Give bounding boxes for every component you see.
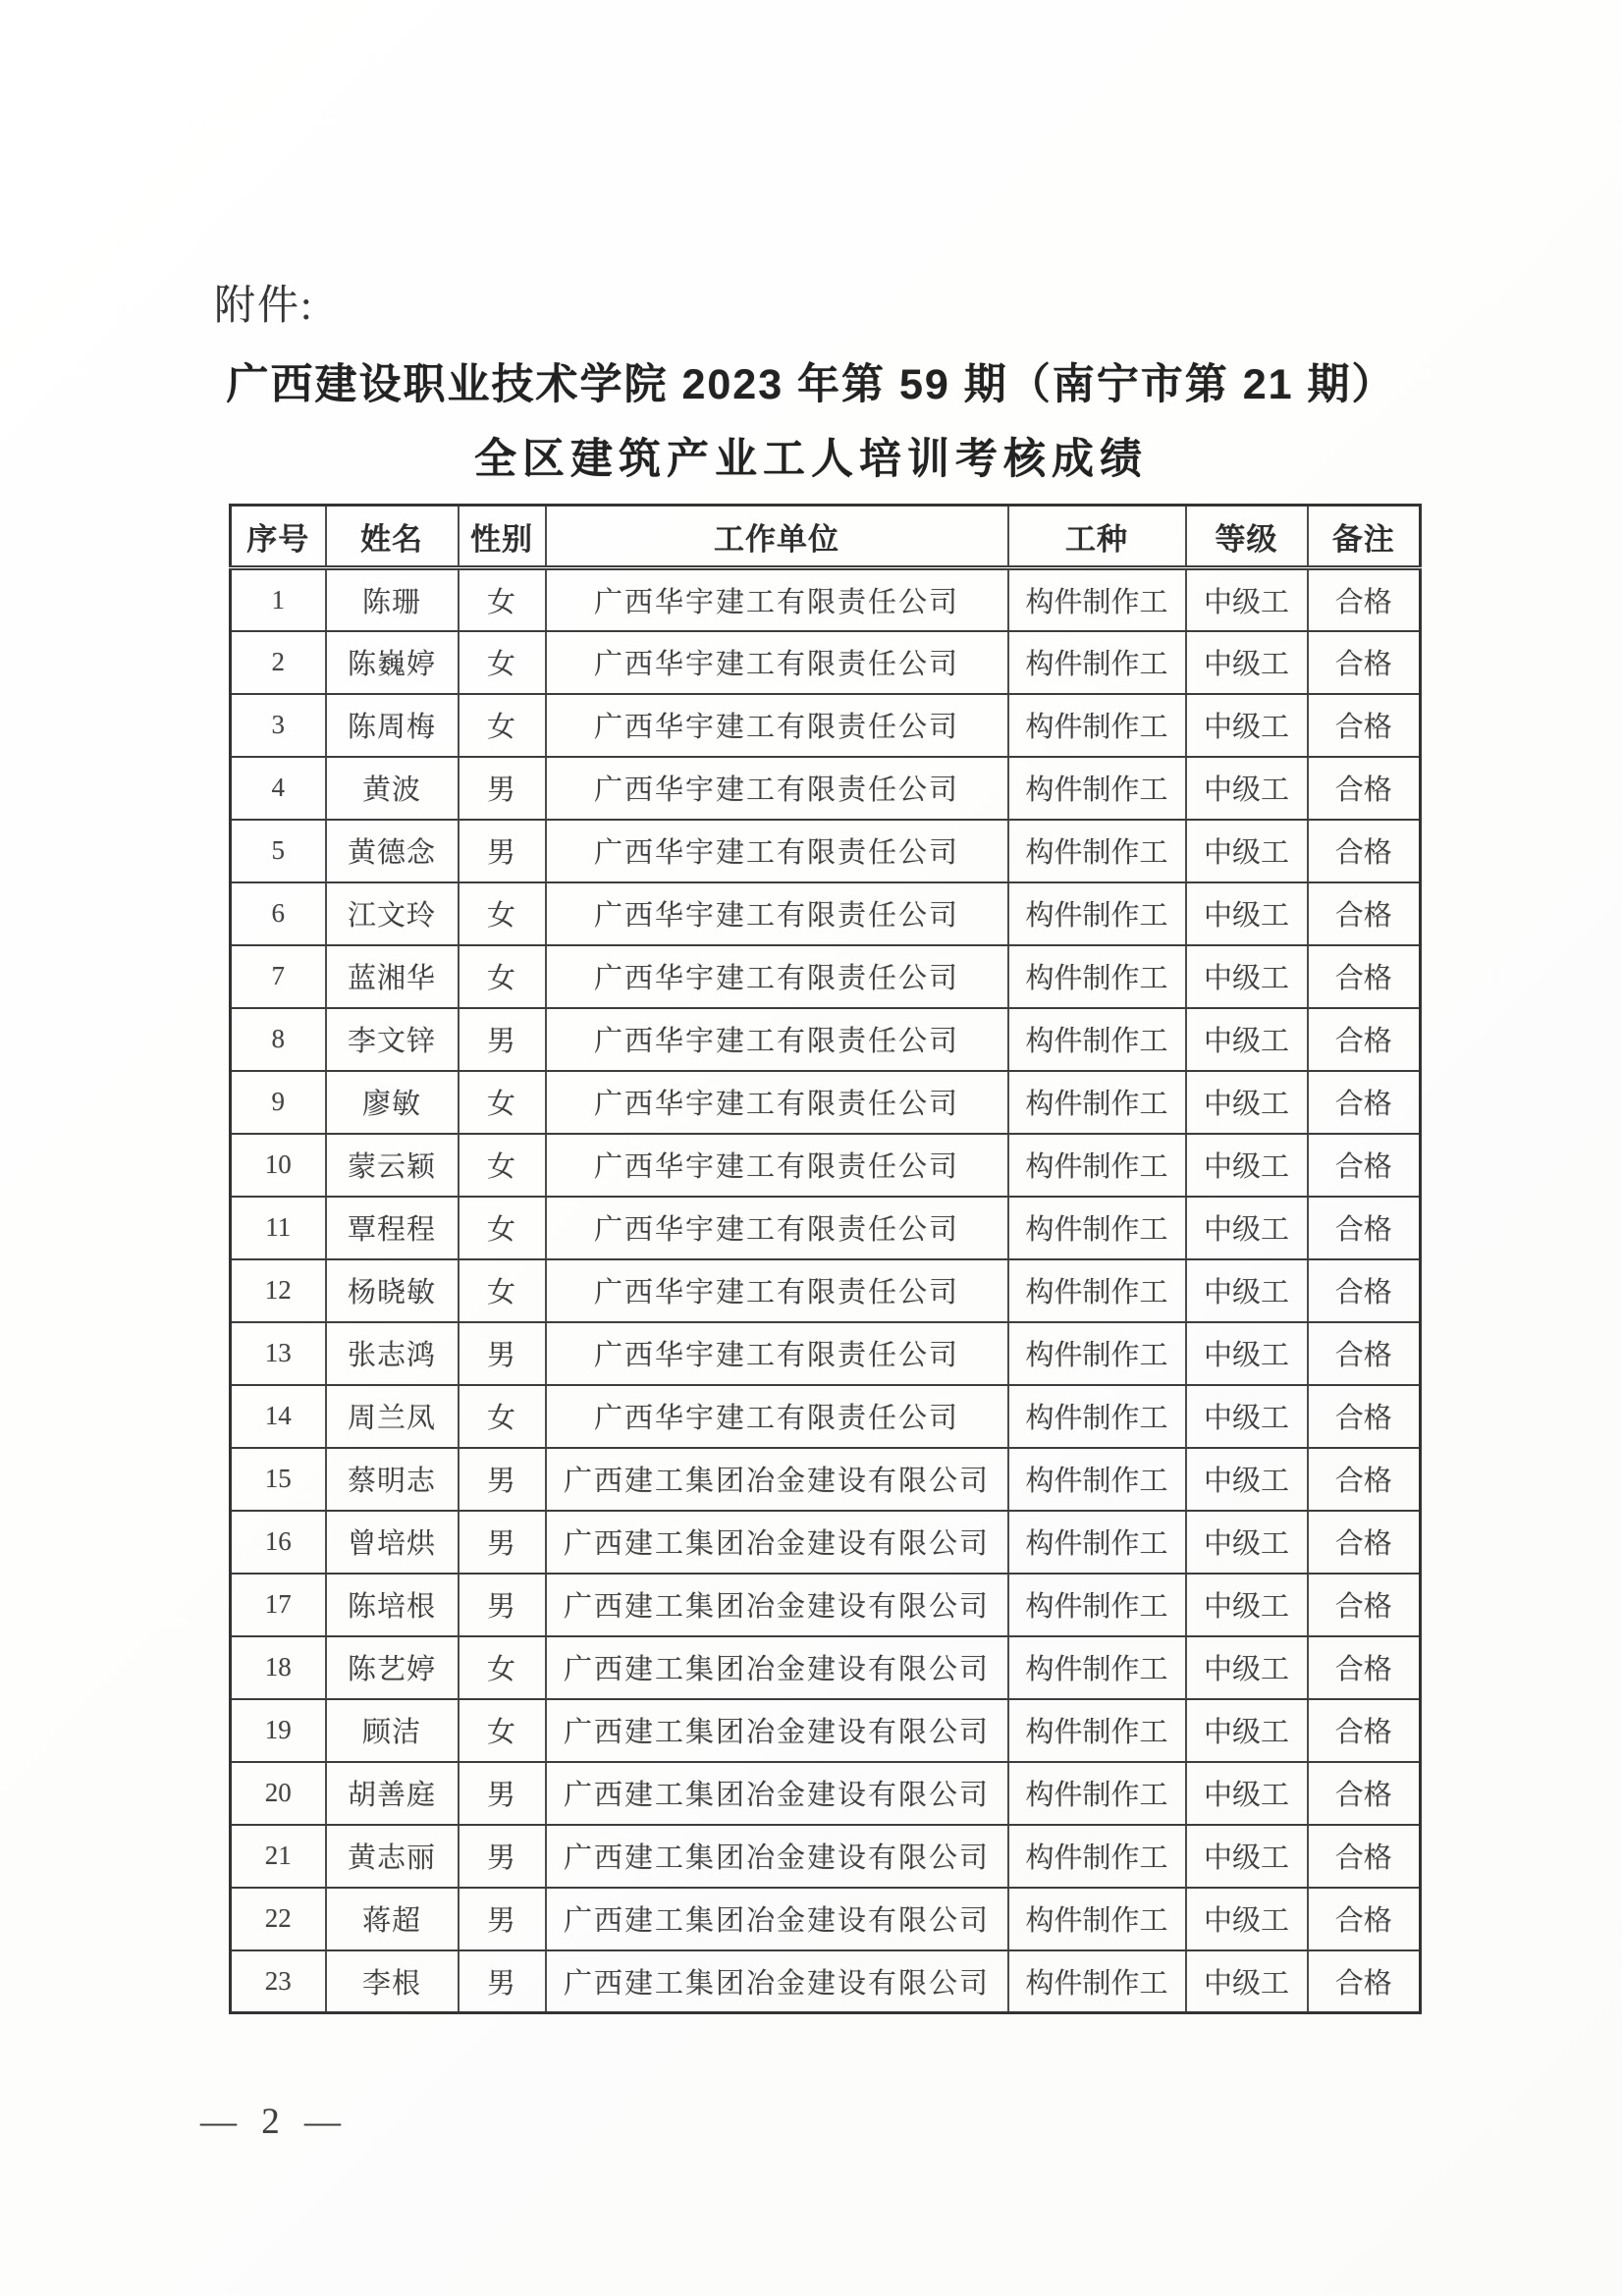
table-row [231,1574,1421,1636]
cell-gender: 男 [459,1448,546,1511]
cell-level: 中级工 [1186,1134,1308,1197]
cell-trade: 构件制作工 [1008,1197,1186,1259]
cell-no: 21 [231,1825,326,1888]
cell-gender: 男 [459,1825,546,1888]
cell-gender: 女 [459,1197,546,1259]
cell-name: 周兰凤 [326,1385,459,1448]
cell-name: 李根 [326,1950,459,2013]
cell-company: 广西华宇建工有限责任公司 [546,882,1008,945]
cell-level: 中级工 [1186,1511,1308,1574]
cell-remark: 合格 [1308,568,1421,631]
table-row [231,882,1421,945]
header-no: 序号 [231,506,326,568]
cell-remark: 合格 [1308,1071,1421,1134]
cell-trade: 构件制作工 [1008,1950,1186,2013]
cell-trade: 构件制作工 [1008,1762,1186,1825]
cell-remark: 合格 [1308,1950,1421,2013]
cell-gender: 男 [459,820,546,882]
cell-gender: 男 [459,1322,546,1385]
cell-level: 中级工 [1186,1888,1308,1950]
cell-name: 覃程程 [326,1197,459,1259]
cell-no: 12 [231,1259,326,1322]
cell-remark: 合格 [1308,1825,1421,1888]
cell-level: 中级工 [1186,1636,1308,1699]
table-row [231,757,1421,820]
cell-name: 蓝湘华 [326,945,459,1008]
cell-gender: 男 [459,1950,546,2013]
cell-company: 广西建工集团冶金建设有限公司 [546,1699,1008,1762]
cell-trade: 构件制作工 [1008,631,1186,694]
cell-no: 8 [231,1008,326,1071]
cell-level: 中级工 [1186,945,1308,1008]
cell-name: 陈周梅 [326,694,459,757]
attachment-label: 附件: [214,284,314,329]
cell-trade: 构件制作工 [1008,1134,1186,1197]
cell-level: 中级工 [1186,757,1308,820]
cell-trade: 构件制作工 [1008,568,1186,631]
cell-company: 广西华宇建工有限责任公司 [546,1008,1008,1071]
cell-name: 蔡明志 [326,1448,459,1511]
page-number: — 2 — [200,2102,349,2142]
cell-remark: 合格 [1308,1636,1421,1699]
cell-gender: 男 [459,1762,546,1825]
cell-gender: 女 [459,1699,546,1762]
cell-trade: 构件制作工 [1008,1511,1186,1574]
header-row [231,506,1421,568]
cell-company: 广西建工集团冶金建设有限公司 [546,1448,1008,1511]
cell-level: 中级工 [1186,1448,1308,1511]
cell-trade: 构件制作工 [1008,1825,1186,1888]
cell-name: 杨晓敏 [326,1259,459,1322]
cell-name: 蒋超 [326,1888,459,1950]
cell-gender: 女 [459,1071,546,1134]
cell-company: 广西建工集团冶金建设有限公司 [546,1574,1008,1636]
header-name: 姓名 [326,506,459,568]
cell-company: 广西华宇建工有限责任公司 [546,1197,1008,1259]
cell-trade: 构件制作工 [1008,1008,1186,1071]
cell-name: 陈艺婷 [326,1636,459,1699]
cell-level: 中级工 [1186,1699,1308,1762]
table-row [231,1950,1421,2013]
cell-name: 李文锌 [326,1008,459,1071]
header-trade: 工种 [1008,506,1186,568]
table-row [231,1385,1421,1448]
cell-company: 广西华宇建工有限责任公司 [546,1385,1008,1448]
cell-gender: 男 [459,1888,546,1950]
cell-trade: 构件制作工 [1008,1385,1186,1448]
cell-trade: 构件制作工 [1008,1448,1186,1511]
cell-gender: 男 [459,757,546,820]
cell-name: 黄波 [326,757,459,820]
cell-trade: 构件制作工 [1008,1574,1186,1636]
cell-name: 顾洁 [326,1699,459,1762]
cell-name: 蒙云颖 [326,1134,459,1197]
cell-gender: 女 [459,631,546,694]
cell-level: 中级工 [1186,1322,1308,1385]
cell-company: 广西建工集团冶金建设有限公司 [546,1636,1008,1699]
cell-level: 中级工 [1186,882,1308,945]
cell-name: 陈巍婷 [326,631,459,694]
cell-level: 中级工 [1186,1950,1308,2013]
cell-company: 广西华宇建工有限责任公司 [546,820,1008,882]
cell-remark: 合格 [1308,1322,1421,1385]
cell-remark: 合格 [1308,945,1421,1008]
table-row [231,694,1421,757]
cell-company: 广西华宇建工有限责任公司 [546,1259,1008,1322]
cell-trade: 构件制作工 [1008,1071,1186,1134]
cell-no: 14 [231,1385,326,1448]
cell-trade: 构件制作工 [1008,1322,1186,1385]
cell-remark: 合格 [1308,1385,1421,1448]
cell-company: 广西建工集团冶金建设有限公司 [546,1762,1008,1825]
document-title-line2: 全区建筑产业工人培训考核成绩 [474,436,1148,483]
cell-name: 黄德念 [326,820,459,882]
cell-level: 中级工 [1186,820,1308,882]
cell-level: 中级工 [1186,1259,1308,1322]
cell-company: 广西建工集团冶金建设有限公司 [546,1888,1008,1950]
table-row [231,1008,1421,1071]
cell-level: 中级工 [1186,568,1308,631]
header-company: 工作单位 [546,506,1008,568]
cell-remark: 合格 [1308,1134,1421,1197]
cell-gender: 女 [459,945,546,1008]
cell-gender: 女 [459,568,546,631]
cell-level: 中级工 [1186,1071,1308,1134]
cell-remark: 合格 [1308,882,1421,945]
cell-remark: 合格 [1308,1448,1421,1511]
cell-company: 广西华宇建工有限责任公司 [546,1134,1008,1197]
results-table-header [231,506,1421,568]
cell-company: 广西华宇建工有限责任公司 [546,1322,1008,1385]
cell-no: 10 [231,1134,326,1197]
cell-remark: 合格 [1308,820,1421,882]
cell-no: 6 [231,882,326,945]
cell-trade: 构件制作工 [1008,1259,1186,1322]
cell-gender: 女 [459,1385,546,1448]
cell-remark: 合格 [1308,1699,1421,1762]
cell-trade: 构件制作工 [1008,694,1186,757]
table-row [231,1448,1421,1511]
cell-no: 7 [231,945,326,1008]
table-row [231,1511,1421,1574]
table-row [231,1636,1421,1699]
cell-company: 广西华宇建工有限责任公司 [546,945,1008,1008]
table-row [231,568,1421,631]
cell-no: 3 [231,694,326,757]
cell-no: 16 [231,1511,326,1574]
header-remark: 备注 [1308,506,1421,568]
results-table-body [231,568,1421,2013]
cell-level: 中级工 [1186,1825,1308,1888]
cell-name: 黄志丽 [326,1825,459,1888]
cell-no: 11 [231,1197,326,1259]
cell-no: 20 [231,1762,326,1825]
cell-remark: 合格 [1308,694,1421,757]
cell-trade: 构件制作工 [1008,820,1186,882]
document-title-line1: 广西建设职业技术学院 2023 年第 59 期（南宁市第 21 期） [226,361,1396,408]
cell-remark: 合格 [1308,1008,1421,1071]
cell-remark: 合格 [1308,1511,1421,1574]
cell-company: 广西华宇建工有限责任公司 [546,694,1008,757]
cell-gender: 女 [459,1636,546,1699]
cell-no: 15 [231,1448,326,1511]
cell-no: 1 [231,568,326,631]
table-row [231,1888,1421,1950]
cell-gender: 女 [459,1134,546,1197]
cell-name: 曾培烘 [326,1511,459,1574]
cell-company: 广西建工集团冶金建设有限公司 [546,1950,1008,2013]
table-row [231,1825,1421,1888]
table-row [231,1071,1421,1134]
cell-company: 广西华宇建工有限责任公司 [546,568,1008,631]
cell-no: 22 [231,1888,326,1950]
cell-company: 广西华宇建工有限责任公司 [546,1071,1008,1134]
cell-no: 9 [231,1071,326,1134]
cell-no: 2 [231,631,326,694]
cell-name: 张志鸿 [326,1322,459,1385]
cell-gender: 男 [459,1008,546,1071]
cell-gender: 男 [459,1511,546,1574]
cell-no: 13 [231,1322,326,1385]
cell-company: 广西建工集团冶金建设有限公司 [546,1825,1008,1888]
cell-gender: 女 [459,694,546,757]
results-table [229,504,1422,2014]
cell-level: 中级工 [1186,1008,1308,1071]
cell-trade: 构件制作工 [1008,882,1186,945]
cell-no: 5 [231,820,326,882]
table-row [231,1762,1421,1825]
table-row [231,1322,1421,1385]
cell-trade: 构件制作工 [1008,945,1186,1008]
cell-level: 中级工 [1186,1762,1308,1825]
cell-level: 中级工 [1186,631,1308,694]
table-row [231,945,1421,1008]
cell-name: 陈培根 [326,1574,459,1636]
cell-name: 胡善庭 [326,1762,459,1825]
cell-company: 广西华宇建工有限责任公司 [546,631,1008,694]
cell-level: 中级工 [1186,1385,1308,1448]
cell-no: 4 [231,757,326,820]
cell-no: 19 [231,1699,326,1762]
cell-name: 陈珊 [326,568,459,631]
table-row [231,1197,1421,1259]
table-row [231,1699,1421,1762]
cell-remark: 合格 [1308,1888,1421,1950]
cell-company: 广西华宇建工有限责任公司 [546,757,1008,820]
cell-level: 中级工 [1186,1197,1308,1259]
table-row [231,1259,1421,1322]
table-row [231,820,1421,882]
cell-company: 广西建工集团冶金建设有限公司 [546,1511,1008,1574]
cell-name: 廖敏 [326,1071,459,1134]
cell-trade: 构件制作工 [1008,1888,1186,1950]
cell-no: 23 [231,1950,326,2013]
cell-remark: 合格 [1308,757,1421,820]
cell-gender: 女 [459,1259,546,1322]
cell-no: 18 [231,1636,326,1699]
table-row [231,631,1421,694]
cell-trade: 构件制作工 [1008,757,1186,820]
cell-gender: 女 [459,882,546,945]
header-level: 等级 [1186,506,1308,568]
cell-remark: 合格 [1308,1259,1421,1322]
cell-remark: 合格 [1308,1574,1421,1636]
cell-name: 江文玲 [326,882,459,945]
cell-remark: 合格 [1308,631,1421,694]
cell-trade: 构件制作工 [1008,1636,1186,1699]
cell-gender: 男 [459,1574,546,1636]
cell-level: 中级工 [1186,694,1308,757]
cell-remark: 合格 [1308,1762,1421,1825]
cell-remark: 合格 [1308,1197,1421,1259]
cell-level: 中级工 [1186,1574,1308,1636]
cell-no: 17 [231,1574,326,1636]
cell-trade: 构件制作工 [1008,1699,1186,1762]
table-row [231,1134,1421,1197]
header-gender: 性别 [459,506,546,568]
